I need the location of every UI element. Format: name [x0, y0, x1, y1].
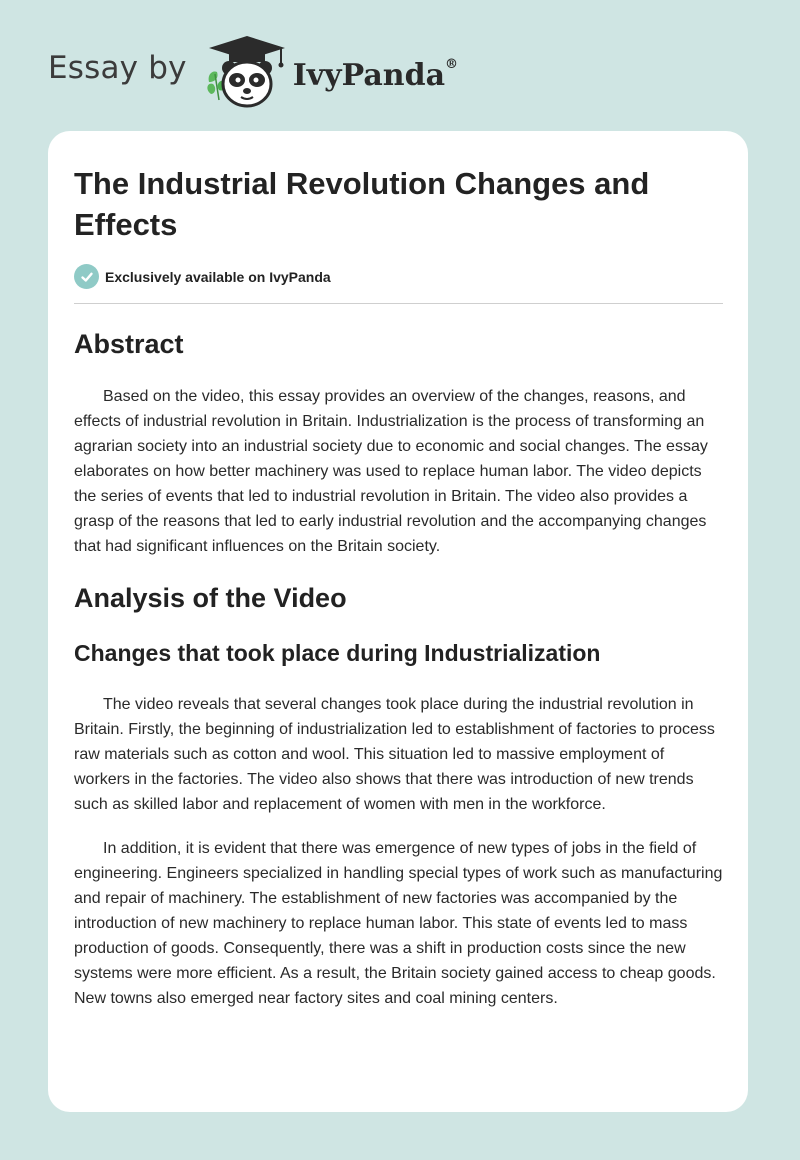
brand-name[interactable]: [293, 58, 458, 93]
registered-mark: ®: [445, 56, 459, 72]
abstract-paragraph: Based on the video, this essay provides an overview of the changes, reasons, and effects of industrial revolution in Britain. Industrialization is the process of transforming an agrarian society into an industrial society due to economic and social changes. The essay elaborates on how better machinery was used to replace human labor. The video depicts the series of events that led to industrial revolution in Britain. The video also provides a grasp of the reasons that led to early industrial revolution and the accompanying changes that had significant influences on the Britain society.: [74, 388, 708, 555]
body-paragraph: The video reveals that several changes took place during the industrial revolution in Britain. Firstly, the beginning of industrialization led to establishment of factories to process raw materials such as cotton and wool. This situation led to massive employment of workers in the factories. The video also shows that there was introduction of new trends such as skilled labor and replacement of women with men in the workforce.: [74, 696, 715, 813]
exclusive-badge: [74, 264, 331, 289]
badge-label: Exclusively available on IvyPanda: [105, 268, 331, 285]
title-divider: [74, 303, 723, 304]
changes-subheading: Changes that took place during Industrialization: [74, 640, 601, 666]
body-paragraph: In addition, it is evident that there was emergence of new types of jobs in the field of engineering. Engineers specialized in handling special types of work such as manufacturing and repair of machinery. The establishment of new factories was accompanied by the introduction of new machinery to replace human labor. This state of events led to mass production of goods. Consequently, there was a shift in production costs since the new systems were more efficient. As a result, the Britain society gained access to cheap goods. New towns also emerged near factory sites and coal mining centers.: [74, 840, 723, 1007]
brand-text: IvyPanda: [292, 57, 446, 93]
abstract-heading: Abstract: [74, 329, 184, 359]
site-header: [48, 34, 458, 110]
page-title: The Industrial Revolution Changes and Effects: [74, 166, 650, 242]
panda-logo-icon[interactable]: [201, 34, 289, 110]
check-icon: [74, 264, 99, 289]
essay-by-label: Essay by: [48, 50, 187, 86]
essay-body: [74, 325, 724, 1011]
essay-card: [48, 131, 748, 1112]
analysis-heading: Analysis of the Video: [74, 583, 347, 613]
